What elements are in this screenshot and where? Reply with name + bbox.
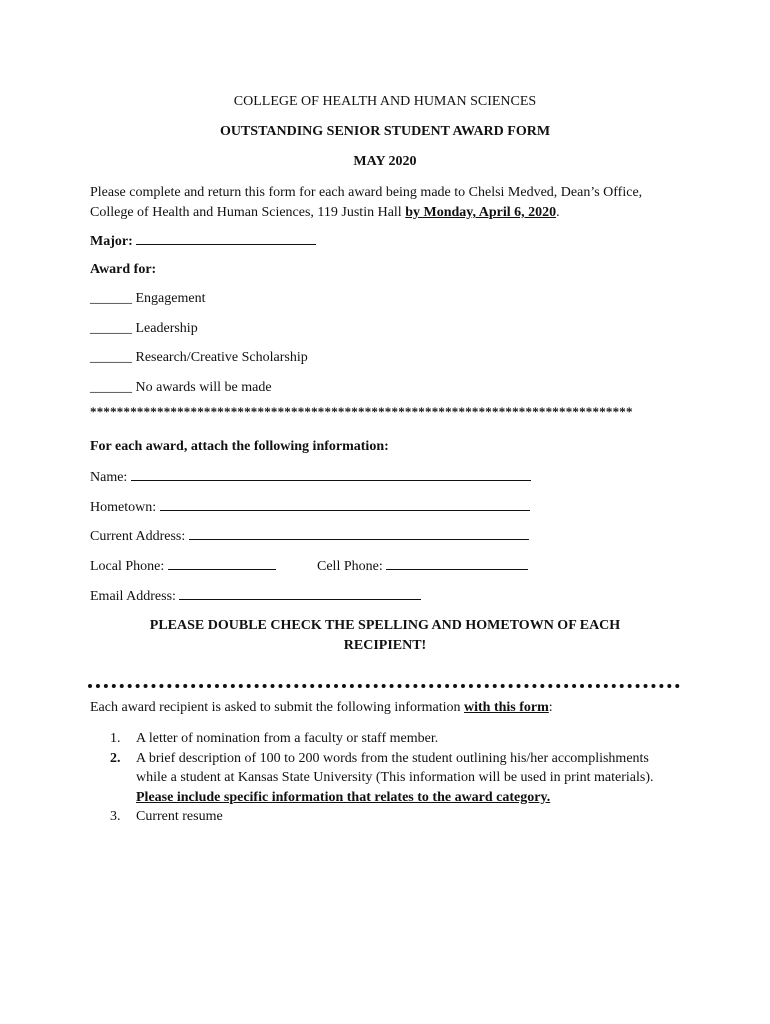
award-option-engagement	[90, 291, 205, 307]
list-item-emphasis: Please include specific information that relates to the award category.	[136, 789, 551, 805]
submit-intro-text: Each award recipient is asked to submit the following information	[90, 700, 465, 715]
dotted-divider	[88, 684, 680, 688]
list-item-text: A brief description of 100 to 200 words from the student outlining his/her accomplishments while a student at Kansas State University (This information will be used in print materials).	[136, 750, 654, 785]
local-phone-row	[90, 557, 276, 575]
requirements-list	[90, 729, 680, 827]
list-item-number: 3.	[110, 809, 121, 824]
list-item-number: 1.	[110, 731, 121, 746]
major-row	[90, 232, 316, 250]
attach-heading: For each award, attach the following information:	[90, 439, 389, 454]
award-option-label: Leadership	[135, 321, 198, 336]
list-item	[90, 807, 680, 827]
award-option-blank[interactable]: ______	[90, 321, 132, 336]
double-check-warning: PLEASE DOUBLE CHECK THE SPELLING AND HOMETOWN OF EACH RECIPIENT!	[149, 618, 621, 653]
hometown-label: Hometown:	[90, 500, 157, 515]
instructions-paragraph	[90, 183, 680, 223]
hometown-field[interactable]	[160, 498, 530, 511]
list-item	[90, 729, 680, 749]
hometown-row	[90, 498, 530, 516]
local-phone-field[interactable]	[168, 557, 276, 570]
star-separator: *********************************************************************************	[90, 404, 633, 419]
name-label: Name:	[90, 470, 128, 485]
award-option-blank[interactable]: ______	[90, 291, 132, 306]
deadline-text: by Monday, April 6, 2020	[405, 205, 557, 220]
award-option-none	[90, 380, 272, 396]
award-option-research	[90, 350, 308, 366]
cell-phone-label: Cell Phone:	[317, 559, 383, 574]
instructions-end: .	[556, 205, 560, 220]
local-phone-label: Local Phone:	[90, 559, 165, 574]
name-row	[90, 468, 531, 486]
major-label: Major:	[90, 234, 133, 249]
award-option-leadership	[90, 321, 198, 337]
instructions-text: Please complete and return this form for each award being made to Chelsi Medved, Dean’s Office, College of Health and Human Sciences, 119 Justin Hall	[90, 185, 643, 220]
submit-intro-end: :	[548, 700, 553, 715]
award-option-label: Engagement	[135, 291, 206, 306]
list-item-text: A letter of nomination from a faculty or staff member.	[136, 731, 439, 746]
submit-intro	[90, 700, 553, 716]
email-row	[90, 587, 421, 605]
cell-phone-field[interactable]	[386, 557, 528, 570]
major-field[interactable]	[136, 232, 316, 245]
form-title: OUTSTANDING SENIOR STUDENT AWARD FORM	[219, 124, 551, 139]
email-field[interactable]	[179, 587, 421, 600]
award-for-label: Award for:	[90, 262, 157, 277]
award-option-blank[interactable]: ______	[90, 380, 132, 395]
cell-phone-row	[317, 557, 528, 575]
award-option-label: No awards will be made	[135, 380, 272, 395]
list-item-text: Current resume	[136, 809, 223, 824]
list-item	[90, 749, 680, 808]
form-date: MAY 2020	[353, 154, 417, 169]
submit-intro-emphasis: with this form	[464, 700, 549, 715]
email-label: Email Address:	[90, 589, 176, 604]
award-option-blank[interactable]: ______	[90, 350, 132, 365]
award-option-label: Research/Creative Scholarship	[135, 350, 308, 365]
list-item-number: 2.	[110, 750, 121, 766]
current-address-row	[90, 527, 529, 545]
current-address-label: Current Address:	[90, 529, 186, 544]
current-address-field[interactable]	[189, 527, 529, 540]
name-field[interactable]	[131, 468, 531, 481]
college-name: COLLEGE OF HEALTH AND HUMAN SCIENCES	[233, 94, 537, 109]
